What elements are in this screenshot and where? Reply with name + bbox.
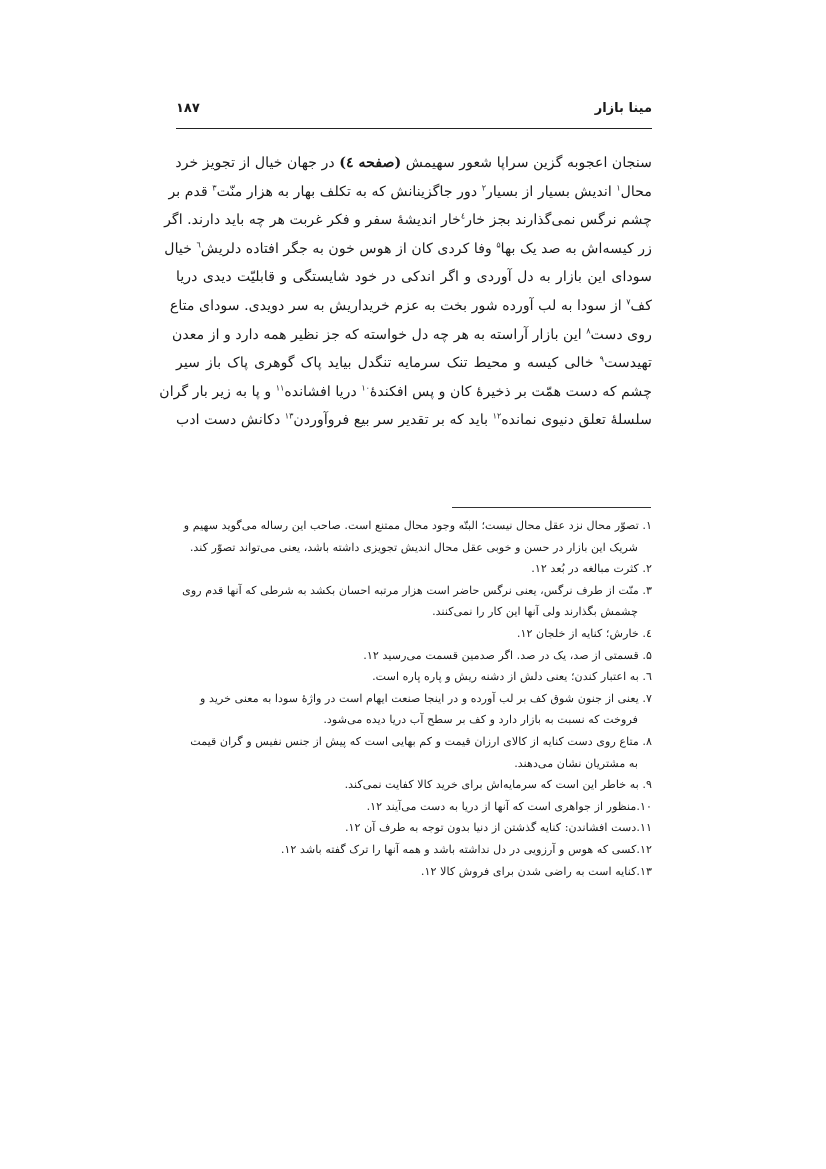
footnote-ref: ۱۳	[284, 411, 294, 421]
footnote-ref: ۵	[496, 240, 501, 250]
text-line: سلسلهٔ تعلق دنیوی نمانده$^{۱۲}$ باید که بر تقدیر سر بیع فروآوردن$^{۱۳}$ دکانش دست ادب	[176, 411, 652, 429]
text-line: تهیدست$^۹$ خالی کیسه و محیط تنک سرمایه تنگدل بیاید پاک گوهری پاک باز سیر	[176, 354, 652, 372]
footnote: ۳. منّت از طرف نرگس، یعنی نرگس حاضر است هزار مرتبه احسان بکشد به شرطی که آنها قدم روی چشمش بگذارند ولی آنها این کار را نمی‌کنند.	[182, 583, 652, 619]
footnote-ref: ٦	[196, 240, 201, 250]
text-line: چشم که دست همّت بر ذخیرهٔ کان و پس افکندهٔ$^{۱۰}$ دریا افشانده$^{۱۱}$ و پا به زیر بار گران	[159, 383, 652, 400]
footnote: ۲. کثرت مبالغه در بُعد ۱۲.	[531, 562, 652, 576]
header-rule	[176, 128, 652, 129]
running-title: مینا بازار	[594, 101, 652, 116]
page-reference: (صفحه ٤)	[339, 155, 402, 171]
footnote-ref: ۳	[212, 182, 217, 192]
footnote-ref: ۷	[626, 297, 631, 307]
text-line: سودای این بازار به دل آوردی و اگر اندکی در خود شایستگی و قابلیّت دیدی دریا	[176, 269, 652, 286]
text-line: کف$^۷$ از سودا به لب آورده شور بخت به عزم خریداریش به سر دویدی. سودای متاع	[169, 297, 652, 314]
text-line: سنجان اعجوبه گزین سراپا شعور سهیمش (صفحه ٤) در جهان خیال از تجویز خرد	[175, 155, 652, 171]
page-number: ۱۸۷	[176, 101, 200, 116]
text-line: زر کیسه‌اش به صد یک بها$^۵$ وفا کردی کان از هوس خون به جگر افتاده دلریش$^٦$ خیال	[164, 240, 652, 257]
footnote: ۱۱.دست افشاندن: کنایه گذشتن از دنیا بدون توجه به طرف آن ۱۲.	[344, 821, 652, 835]
footnote-ref: ۱	[616, 182, 621, 192]
footnote-ref: ٤	[460, 211, 466, 221]
footnote: ۱۲.کسی که هوس و آرزویی در دل نداشته باشد و همه آنها را ترک گفته باشد ۱۲.	[280, 842, 652, 856]
text-line: محال$^۱$ اندیش بسیار از بسیار$^۲$ دور جاگزینانش که به تکلف بهار به هزار منّت$^۳$ قدم بر	[168, 182, 652, 200]
text-line: روی دست$^۸$ این بازار آراسته به هر چه دل خواسته که جز نظیر همه دارد و از معدن	[171, 325, 652, 343]
footnote: ۱۰.منظور از جواهری است که آنها از دریا به دست می‌آیند ۱۲.	[366, 799, 652, 813]
footnote: ۷. یعنی از جنون شوق کف بر لب آورده و در اینجا صنعت ایهام است در واژهٔ سودا به معنی خرید و فروخت که نسبت به بازار دارد و کف بر سطح آب دریا دیده می‌شود.	[200, 691, 652, 727]
footnote: ٦. به اعتبار کندن؛ یعنی دلش از دشنه ریش و پاره پاره است.	[372, 670, 652, 684]
footnote-ref: ۸	[586, 325, 591, 335]
footnotes	[176, 515, 652, 882]
footnote-ref: ۱۰	[361, 383, 370, 393]
footnote-ref: ۱۲	[492, 411, 502, 421]
footnote: ۹. به خاطر این است که سرمایه‌اش برای خرید کالا کفایت نمی‌کند.	[344, 778, 652, 792]
footnote-separator	[452, 507, 651, 508]
footnote: ۸. متاع روی دست کنایه از کالای ارزان قیمت و کم بهایی است که پیش از جنس نفیس و گران قیمت به مشتریان نشان می‌دهند.	[190, 734, 652, 770]
footnote-ref: ۱۱	[275, 383, 285, 393]
running-header	[176, 101, 652, 123]
footnote: ۵. قسمتی از صد، یک در صد. اگر صدمین قسمت می‌رسید ۱۲.	[363, 648, 652, 662]
footnote-ref: ۲	[481, 182, 486, 192]
main-text	[159, 149, 652, 435]
footnote-ref: ۹	[599, 354, 604, 364]
footnote: ۱. تصوّر محال نزد عقل محال نیست؛ البتّه وجود محال ممتنع است. صاحب این رساله می‌گوید سهیم و شریک این بازار در حسن و خوبی عقل محال اندیش تجویزی داشته باشد، یعنی می‌تواند تصوّر کند.	[183, 519, 652, 554]
footnote: ۱۳.کنایه است به راضی شدن برای فروش کالا ۱۲.	[420, 864, 652, 878]
footnote: ٤. خارش؛ کنایه از خلجان ۱۲.	[516, 626, 652, 640]
text-line: چشم نرگس نمی‌گذارند بجز خار$^٤$خار اندیشهٔ سفر و فکر غربت هر چه باید دارند. اگر	[164, 211, 652, 229]
